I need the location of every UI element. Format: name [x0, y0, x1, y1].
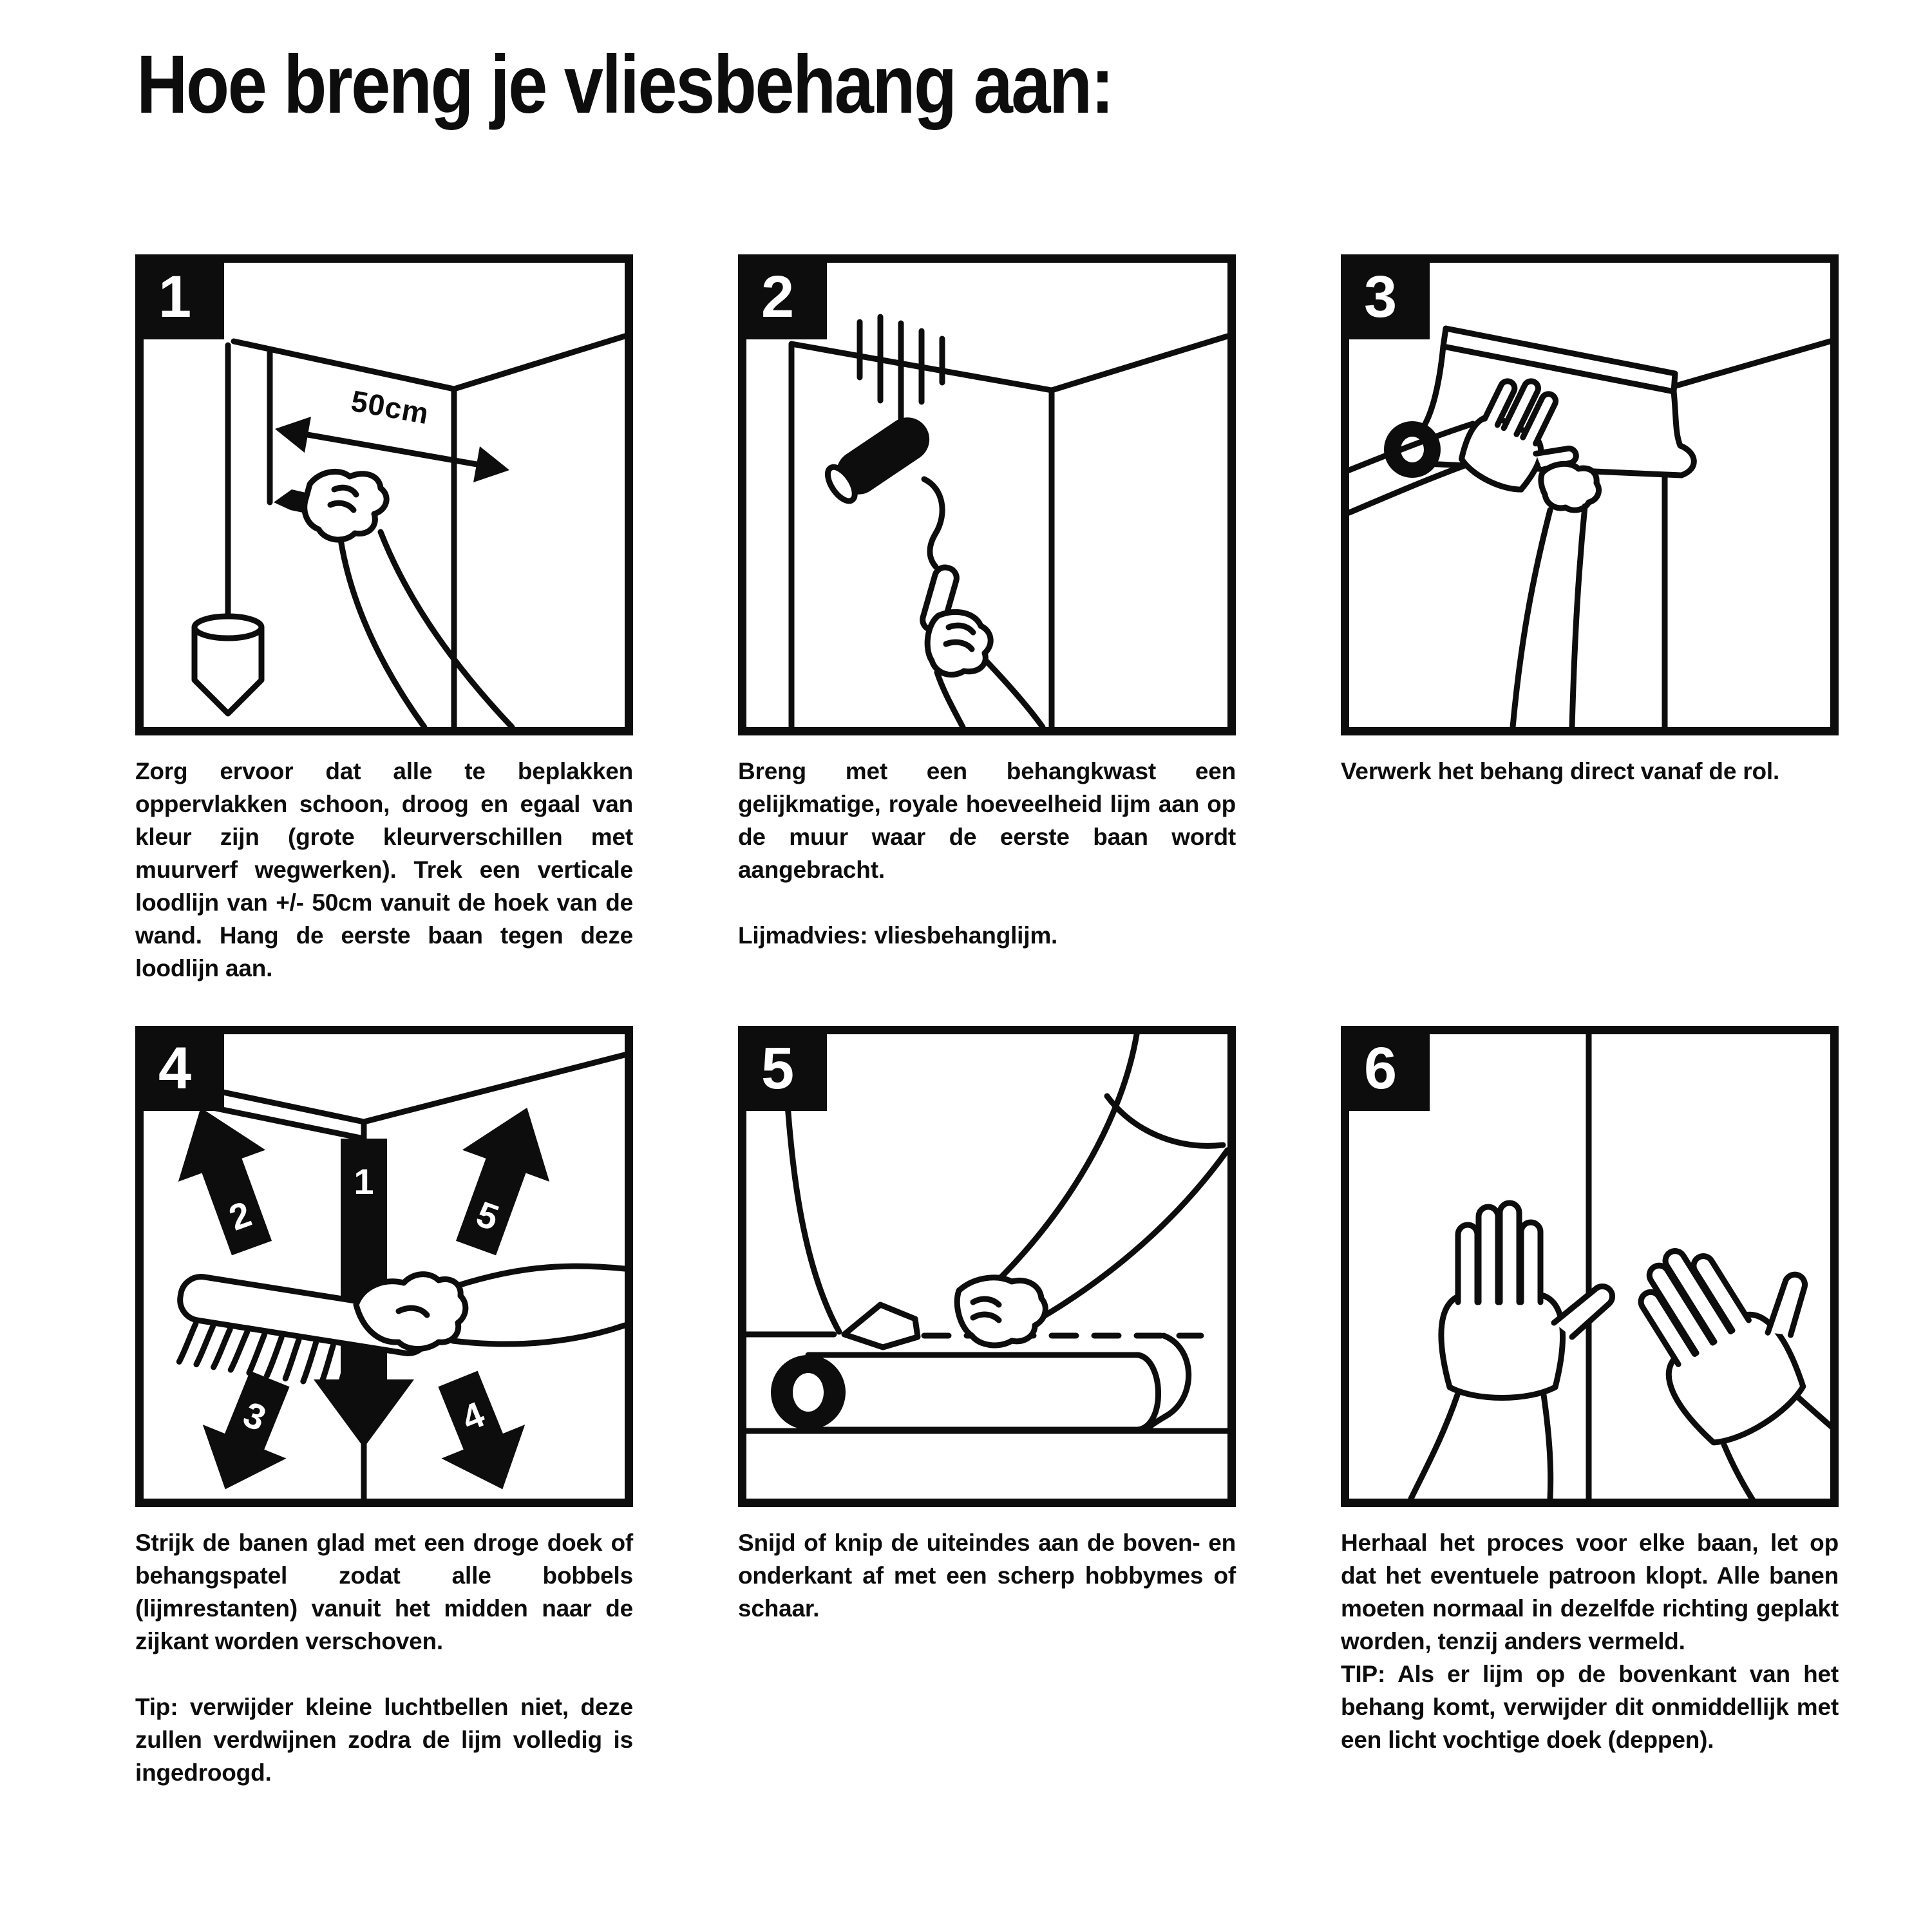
caption-paragraph: Snijd of knip de uiteindes aan de boven- en onderkant af met een scherp hobbymes of schaar. [738, 1530, 1236, 1622]
step-4-caption [135, 1526, 633, 1789]
step-3-panel [1341, 254, 1839, 735]
caption-paragraph: Strijk de banen glad met een droge doek of behangspatel zodat alle bobbels (lijmrestanten) vanuit het midden naar de zijkant worden verschoven. [135, 1530, 633, 1654]
arrow-5-up-right [432, 1092, 571, 1264]
arrow-4-label: 4 [456, 1393, 490, 1439]
cutting-arm [844, 1034, 1227, 1347]
room-corner-lines [791, 336, 1227, 727]
arrow-1-label: 1 [354, 1161, 374, 1202]
wallpaper-roll-icon [771, 1336, 1189, 1430]
arrow-4-down-right [416, 1362, 544, 1499]
paint-roller-icon [821, 409, 959, 633]
caption-paragraph: Zorg ervoor dat alle te beplakken oppervlakken schoon, droog en egaal van kleur zijn (grote kleurverschillen met muurverf wegwerken). Trek een verticale loodlijn van +/- 50cm vanuit de hoek van de wand. Hang de eerste baan tegen deze loodlijn aan. [135, 758, 633, 981]
step-3-caption [1341, 755, 1839, 788]
arrow-5-label: 5 [471, 1193, 504, 1238]
arrow-3-label: 3 [238, 1393, 272, 1439]
step-6-caption [1341, 1526, 1839, 1756]
step-1 [135, 254, 633, 1026]
step-5-caption [738, 1526, 1236, 1625]
arrow-2-label: 2 [223, 1193, 257, 1238]
step-4 [135, 1026, 633, 1789]
step-2-number: 2 [761, 264, 795, 330]
left-hand [1411, 1203, 1613, 1499]
step-5-number: 5 [761, 1036, 795, 1101]
step-6-number: 6 [1364, 1036, 1397, 1101]
step-6 [1341, 1026, 1839, 1789]
step-5-badge [738, 1026, 827, 1111]
step-4-badge [135, 1026, 224, 1111]
caption-paragraph: TIP: Als er lijm op de bovenkant van het behang komt, verwijder dit onmiddellijk met een licht vochtige doek (deppen). [1341, 1661, 1839, 1753]
instruction-grid [135, 254, 1839, 1789]
step-4-panel [135, 1026, 633, 1507]
caption-paragraph: Tip: verwijder kleine luchtbellen niet, deze zullen verdwijnen zodra de lijm volledig is ingedroogd. [135, 1694, 633, 1786]
wallpaper-roll-icon [1384, 421, 1441, 478]
arrow-3-down-left [184, 1362, 312, 1499]
step-2-panel [738, 254, 1236, 735]
step-2-badge [738, 254, 827, 339]
step-3-number: 3 [1364, 264, 1397, 330]
caption-paragraph: Verwerk het behang direct vanaf de rol. [1341, 758, 1780, 784]
step-6-badge [1341, 1026, 1430, 1111]
holding-hand [927, 612, 1043, 727]
step-3-badge [1341, 254, 1430, 339]
marking-hand [305, 471, 512, 727]
plumb-bob-icon [194, 616, 261, 714]
supporting-hand [1513, 464, 1599, 727]
smoothing-hand [356, 1266, 625, 1349]
step-1-panel [135, 254, 633, 735]
step-1-caption [135, 755, 633, 985]
distance-label: 50cm [348, 384, 432, 431]
caption-paragraph: Lijmadvies: vliesbehanglijm. [738, 922, 1058, 949]
room-corner-lines [234, 336, 625, 727]
step-4-number: 4 [158, 1036, 192, 1101]
step-5-panel [738, 1026, 1236, 1507]
step-2 [738, 254, 1236, 1026]
step-3 [1341, 254, 1839, 1026]
right-hand [1609, 1200, 1830, 1499]
measure-arrow [275, 417, 509, 482]
step-1-badge [135, 254, 224, 339]
step-2-caption [738, 755, 1236, 952]
caption-paragraph: Herhaal het proces voor elke baan, let op dat het eventuele patroon klopt. Alle banen moeten normaal in dezelfde richting geplakt worden, tenzij anders vermeld. [1341, 1530, 1839, 1654]
hobby-knife-icon [844, 1305, 918, 1347]
step-1-number: 1 [158, 264, 192, 330]
page-title: Hoe breng je vliesbehang aan: [137, 39, 1113, 131]
caption-paragraph: Breng met een behangkwast een gelijkmatige, royale hoeveelheid lijm aan op de muur waar de eerste baan wordt aangebracht. [738, 758, 1236, 883]
step-6-panel [1341, 1026, 1839, 1507]
step-5 [738, 1026, 1236, 1789]
